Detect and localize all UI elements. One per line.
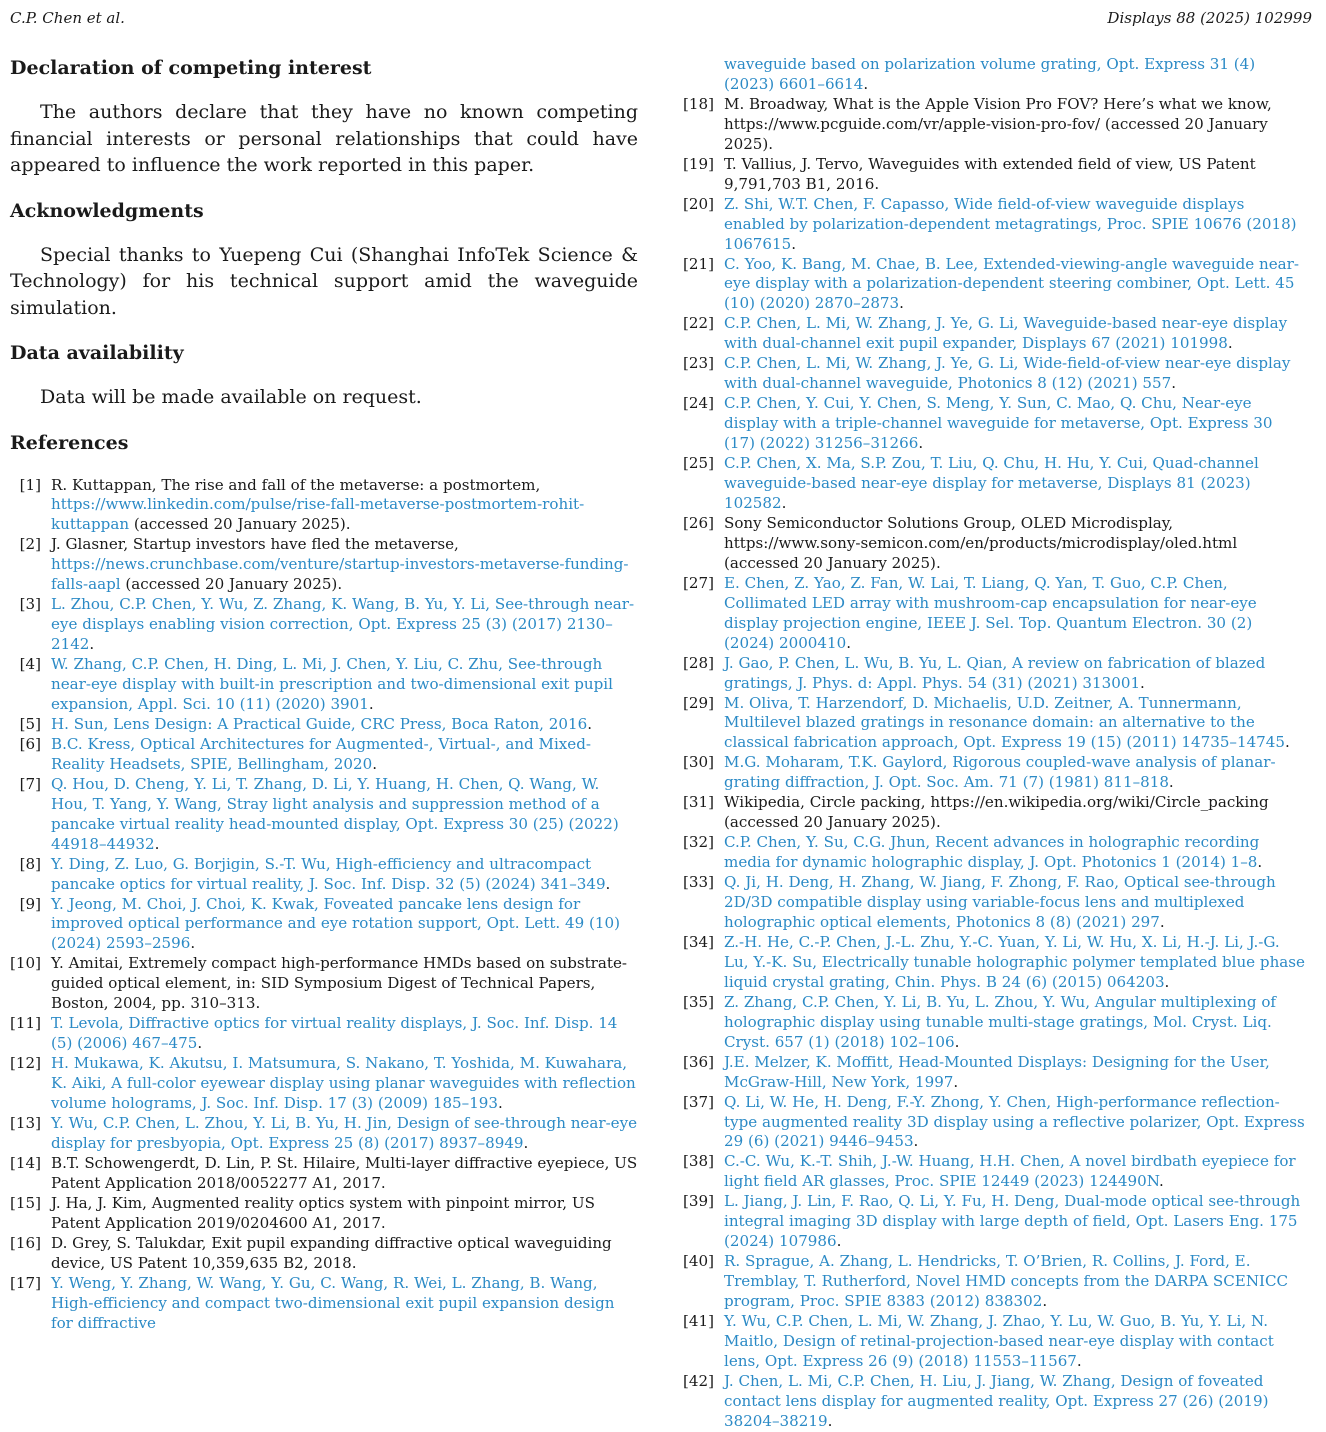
reference-item [683,694,1307,754]
reference-text: J. Chen, L. Mi, C.P. Chen, H. Liu, J. Jiang, W. Zhang, Design of foveated contact lens display for augmented reality, Opt. Express 27 (26) (2019) 38204–38219. [724,1371,1269,1430]
reference-link[interactable]: Y. Wu, C.P. Chen, L. Mi, W. Zhang, J. Zhao, Y. Lu, W. Guo, B. Yu, Y. Li, N. Maitlo, Design of retinal-projection-based near-eye display with contact lens, Opt. Express 26 (9) (2018) 11553–11567 [724,1312,1274,1370]
reference-number: [17] [10,1273,41,1292]
reference-item [683,394,1307,454]
reference-number: [13] [10,1114,41,1132]
reference-item [683,873,1307,933]
reference-text: R. Kuttappan, The rise and fall of the metaverse: a postmortem, https://www.linkedin.com/pulse/rise-fall-metaverse-postmortem-rohit-kuttappan (accessed 20 January 2025). [51,475,585,534]
reference-text: E. Chen, Z. Yao, Z. Fan, W. Lai, T. Liang, Q. Yan, T. Guo, C.P. Chen, Collimated LED array with mushroom-cap encapsulation for near-eye display projection engine, IEEE J. Sel. Top. Quantum Electron. 30 (2) (2024) 2000410. [724,573,1257,652]
section-title-data-availability: Data availability [10,342,184,364]
reference-number: [5] [19,714,41,733]
reference-number: [25] [683,454,714,473]
reference-number: [15] [10,1193,41,1212]
reference-item [683,1372,1307,1432]
reference-number: [14] [10,1153,41,1172]
reference-link[interactable]: Q. Ji, H. Deng, H. Zhang, W. Jiang, F. Zhong, F. Rao, Optical see-through 2D/3D compatible display using variable-focus lens and multiplexed holographic optical elements, Photonics 8 (8) (2021) 297 [724,873,1276,931]
reference-link[interactable]: Z.-H. He, C.-P. Chen, J.-L. Zhu, Y.-C. Yuan, Y. Li, W. Hu, X. Li, H.-J. Li, J.-G. Lu, Y.-K. Su, Electrically tunable holographic polymer templated blue phase liquid crystal grating, Chin. Phys. B 24 (6) (2015) 064203 [724,932,1305,991]
reference-number: [8] [19,854,41,873]
reference-number: [29] [683,693,714,712]
reference-link[interactable]: Y. Ding, Z. Luo, G. Borjigin, S.-T. Wu, High-efficiency and ultracompact pancake optics for virtual reality, J. Soc. Inf. Disp. 32 (5) (2024) 341–349 [51,854,606,893]
reference-item [683,933,1307,993]
reference-number: [36] [683,1052,714,1071]
reference-item [10,1234,638,1274]
reference-item [10,1274,638,1334]
reference-item [10,1154,638,1194]
reference-link[interactable]: B.C. Kress, Optical Architectures for Augmented-, Virtual-, and Mixed-Reality Headsets, SPIE, Bellingham, 2020 [51,734,592,773]
reference-item [683,793,1307,833]
reference-number: [21] [683,254,714,273]
reference-text: J. Gao, P. Chen, L. Wu, B. Yu, L. Qian, A review on fabrication of blazed gratings, J. Phys. d: Appl. Phys. 54 (31) (2021) 313001. [724,653,1266,692]
reference-link[interactable]: J. Gao, P. Chen, L. Wu, B. Yu, L. Qian, A review on fabrication of blazed gratings, J. Phys. d: Appl. Phys. 54 (31) (2021) 313001 [724,653,1266,692]
reference-text: M.G. Moharam, T.K. Gaylord, Rigorous coupled-wave analysis of planar-grating diffraction, J. Opt. Soc. Am. 71 (7) (1981) 811–818. [724,753,1276,792]
reference-item [683,95,1307,155]
reference-number: [9] [19,894,41,913]
reference-number: [20] [683,194,714,213]
right-column [683,55,1307,1432]
reference-item [683,1093,1307,1153]
reference-link[interactable]: Q. Li, W. He, H. Deng, F.-Y. Zhong, Y. Chen, High-performance reflection-type augmented reality 3D display using a reflective polarizer, Opt. Express 29 (6) (2021) 9446–9453 [724,1092,1305,1151]
reference-link[interactable]: H. Sun, Lens Design: A Practical Guide, CRC Press, Boca Raton, 2016 [51,714,588,733]
reference-item [10,1114,638,1154]
reference-text: Y. Jeong, M. Choi, J. Choi, K. Kwak, Foveated pancake lens design for improved optical performance and eye rotation support, Opt. Lett. 49 (10) (2024) 2593–2596. [51,894,621,953]
running-header [10,9,1312,29]
reference-text: Q. Li, W. He, H. Deng, F.-Y. Zhong, Y. Chen, High-performance reflection-type augmented reality 3D display using a reflective polarizer, Opt. Express 29 (6) (2021) 9446–9453. [724,1092,1305,1151]
reference-list-right [683,55,1307,1432]
reference-number: [16] [10,1233,41,1252]
reference-number: [26] [683,513,714,532]
reference-number: [32] [683,833,714,852]
reference-item [10,595,638,655]
reference-item-continuation: waveguide based on polarization volume grating, Opt. Express 31 (4) (2023) 6601–6614. [724,55,1256,93]
reference-list-left [10,476,638,1334]
header-authors: C.P. Chen et al. [10,9,125,27]
reference-text: Q. Hou, D. Cheng, Y. Li, T. Zhang, D. Li, Y. Huang, H. Chen, Q. Wang, W. Hou, T. Yang, Y. Wang, Stray light analysis and suppression method of a pancake virtual reality head-mounted display, Opt. Express 30 (25) (2022) 44918–44932. [51,774,619,853]
reference-item [10,476,638,536]
reference-item [683,753,1307,793]
reference-text: Z.-H. He, C.-P. Chen, J.-L. Zhu, Y.-C. Yuan, Y. Li, W. Hu, X. Li, H.-J. Li, J.-G. Lu, Y.-K. Su, Electrically tunable holographic polymer templated blue phase liquid crystal grating, Chin. Phys. B 24 (6) (2015) 064203. [724,932,1305,991]
reference-number: [30] [683,753,714,772]
reference-text: Y. Wu, C.P. Chen, L. Mi, W. Zhang, J. Zhao, Y. Lu, W. Guo, B. Yu, Y. Li, N. Maitlo, Design of retinal-projection-based near-eye display with contact lens, Opt. Express 26 (9) (2018) 11553–11567. [724,1312,1274,1370]
reference-number: [7] [19,774,41,793]
reference-number: [18] [683,94,714,113]
reference-item [10,954,638,1014]
reference-text: C.P. Chen, Y. Cui, Y. Chen, S. Meng, Y. Sun, C. Mao, Q. Chu, Near-eye display with a triple-channel waveguide for metaverse, Opt. Express 30 (17) (2022) 31256–31266. [724,394,1273,453]
reference-number: [19] [683,154,714,173]
reference-link[interactable]: M.G. Moharam, T.K. Gaylord, Rigorous coupled-wave analysis of planar-grating diffraction, J. Opt. Soc. Am. 71 (7) (1981) 811–818 [724,753,1276,792]
reference-text: L. Zhou, C.P. Chen, Y. Wu, Z. Zhang, K. Wang, B. Yu, Y. Li, See-through near-eye displays enabling vision correction, Opt. Express 25 (3) (2017) 2130–2142. [51,595,635,654]
reference-text: Z. Shi, W.T. Chen, F. Capasso, Wide field-of-view waveguide displays enabled by polarization-dependent metagratings, Proc. SPIE 10676 (2018) 1067615. [724,194,1297,253]
reference-item [683,454,1307,514]
reference-number: [3] [19,595,41,614]
reference-text: C.P. Chen, L. Mi, W. Zhang, J. Ye, G. Li, Wide-field-of-view near-eye display with dual-channel waveguide, Photonics 8 (12) (2021) 557. [724,354,1291,393]
reference-item [683,1053,1307,1093]
reference-item [683,195,1307,255]
reference-number: [12] [10,1054,41,1073]
section-title-competing-interest: Declaration of competing interest [10,57,372,79]
header-journal: Displays 88 (2025) 102999 [1107,9,1312,27]
reference-number: [1] [19,475,41,494]
reference-number: [35] [683,992,714,1011]
reference-item [10,855,638,895]
reference-text [51,1274,638,1334]
reference-text: C.P. Chen, X. Ma, S.P. Zou, T. Liu, Q. Chu, H. Hu, Y. Cui, Quad-channel waveguide-based near-eye display for metaverse, Displays 81 (2023) 102582. [724,454,1259,512]
reference-link[interactable]: https://news.crunchbase.com/venture/startup-investors-metaverse-funding-falls-aapl [51,555,629,594]
reference-number: [31] [683,793,714,812]
reference-text: B.T. Schowengerdt, D. Lin, P. St. Hilaire, Multi-layer diffractive eyepiece, US Patent Application 2018/0052277 A1, 2017. [51,1153,638,1192]
reference-text: C. Yoo, K. Bang, M. Chae, B. Lee, Extended-viewing-angle waveguide near-eye display with a polarization-dependent steering combiner, Opt. Lett. 45 (10) (2020) 2870–2873. [724,254,1299,313]
reference-link[interactable]: Z. Zhang, C.P. Chen, Y. Li, B. Yu, L. Zhou, Y. Wu, Angular multiplexing of holographic display using tunable multi-stage gratings, Mol. Cryst. Liq. Cryst. 657 (1) (2018) 102–106 [724,992,1277,1051]
reference-link[interactable]: M. Oliva, T. Harzendorf, D. Michaelis, U.D. Zeitner, A. Tunnermann, Multilevel blazed gratings in resonance domain: an alternative to the classical fabrication approach, Opt. Express 19 (15) (2011) 14735–14745 [724,693,1285,752]
acknowledgments-text: Special thanks to Yuepeng Cui (Shanghai InfoTek Science & Technology) for his technical support amid the waveguide simulation. [10,243,638,319]
reference-item [10,1194,638,1234]
reference-text: Z. Zhang, C.P. Chen, Y. Li, B. Yu, L. Zhou, Y. Wu, Angular multiplexing of holographic display using tunable multi-stage gratings, Mol. Cryst. Liq. Cryst. 657 (1) (2018) 102–106. [724,992,1277,1051]
reference-text: H. Sun, Lens Design: A Practical Guide, CRC Press, Boca Raton, 2016. [51,714,593,733]
reference-text: M. Broadway, What is the Apple Vision Pro FOV? Here’s what we know, https://www.pcguide.com/vr/apple-vision-pro-fov/ (accessed 20 January 2025). [724,94,1272,153]
reference-number: [10] [10,954,41,973]
reference-item [10,535,638,595]
reference-link[interactable]: C.P. Chen, L. Mi, W. Zhang, J. Ye, G. Li, Wide-field-of-view near-eye display with dual-channel waveguide, Photonics 8 (12) (2021) 557 [724,354,1291,393]
reference-number: [34] [683,932,714,951]
reference-text: Q. Ji, H. Deng, H. Zhang, W. Jiang, F. Zhong, F. Rao, Optical see-through 2D/3D compatible display using variable-focus lens and multiplexed holographic optical elements, Photonics 8 (8) (2021) 297. [724,873,1276,931]
reference-text: B.C. Kress, Optical Architectures for Augmented-, Virtual-, and Mixed-Reality Headsets, SPIE, Bellingham, 2020. [51,734,592,773]
reference-text: J. Ha, J. Kim, Augmented reality optics system with pinpoint mirror, US Patent Application 2019/0204600 A1, 2017. [51,1193,595,1232]
reference-link[interactable]: C.P. Chen, X. Ma, S.P. Zou, T. Liu, Q. Chu, H. Hu, Y. Cui, Quad-channel waveguide-based near-eye display for metaverse, Displays 81 (2023) 102582 [724,454,1259,512]
reference-text: T. Levola, Diffractive optics for virtual reality displays, J. Soc. Inf. Disp. 14 (5) (2006) 467–475. [51,1014,618,1053]
reference-link[interactable]: C.-C. Wu, K.-T. Shih, J.-W. Huang, H.H. Chen, A novel birdbath eyepiece for light field AR glasses, Proc. SPIE 12449 (2023) 124490N [724,1152,1296,1191]
reference-link[interactable]: Z. Shi, W.T. Chen, F. Capasso, Wide field-of-view waveguide displays enabled by polarization-dependent metagratings, Proc. SPIE 10676 (2018) 1067615 [724,194,1297,253]
reference-link[interactable]: J.E. Melzer, K. Moffitt, Head-Mounted Displays: Designing for the User, McGraw-Hill, New York, 1997 [724,1052,1270,1091]
left-column [10,54,638,1333]
section-title-acknowledgments: Acknowledgments [10,199,204,222]
reference-number: [22] [683,314,714,333]
reference-text: J. Glasner, Startup investors have fled the metaverse, https://news.crunchbase.com/venture/startup-investors-metaverse-funding-falls-aapl (accessed 20 January 2025). [51,535,629,594]
reference-number: [42] [683,1371,714,1390]
reference-item [683,354,1307,394]
reference-item [683,255,1307,315]
reference-number: [2] [19,535,41,554]
reference-item [683,654,1307,694]
reference-text: L. Jiang, J. Lin, F. Rao, Q. Li, Y. Fu, H. Deng, Dual-mode optical see-through integral imaging 3D display with large depth of field, Opt. Lasers Eng. 175 (2024) 107986. [724,1192,1301,1251]
reference-link[interactable]: C.P. Chen, Y. Cui, Y. Chen, S. Meng, Y. Sun, C. Mao, Q. Chu, Near-eye display with a triple-channel waveguide for metaverse, Opt. Express 30 (17) (2022) 31256–31266 [724,394,1273,453]
reference-item [10,1054,638,1114]
reference-item [10,655,638,715]
reference-item [10,895,638,955]
reference-text: D. Grey, S. Talukdar, Exit pupil expanding diffractive optical waveguiding device, US Patent 10,359,635 B2, 2018. [51,1233,612,1272]
reference-number: [23] [683,354,714,373]
reference-link[interactable]: C. Yoo, K. Bang, M. Chae, B. Lee, Extended-viewing-angle waveguide near-eye display with a polarization-dependent steering combiner, Opt. Lett. 45 (10) (2020) 2870–2873 [724,254,1299,313]
reference-item [683,1312,1307,1372]
reference-item [10,1014,638,1054]
reference-link[interactable]: Y. Jeong, M. Choi, J. Choi, K. Kwak, Foveated pancake lens design for improved optical performance and eye rotation support, Opt. Lett. 49 (10) (2024) 2593–2596 [51,894,621,953]
reference-text: C.-C. Wu, K.-T. Shih, J.-W. Huang, H.H. Chen, A novel birdbath eyepiece for light field AR glasses, Proc. SPIE 12449 (2023) 124490N. [724,1152,1296,1191]
reference-item [683,1252,1307,1312]
reference-text: Wikipedia, Circle packing, https://en.wikipedia.org/wiki/Circle_packing (accessed 20 January 2025). [724,793,1269,832]
section-title-references: References [10,431,129,454]
reference-text: M. Oliva, T. Harzendorf, D. Michaelis, U.D. Zeitner, A. Tunnermann, Multilevel blazed gratings in resonance domain: an alternative to the classical fabrication approach, Opt. Express 19 (15) (2011) 14735–14745. [724,693,1290,752]
reference-link[interactable]: T. Levola, Diffractive optics for virtual reality displays, J. Soc. Inf. Disp. 14 (5) (2006) 467–475 [51,1014,618,1053]
reference-link[interactable]: C.P. Chen, L. Mi, W. Zhang, J. Ye, G. Li, Waveguide-based near-eye display with dual-channel exit pupil expander, Displays 67 (2021) 101998 [724,314,1288,353]
reference-text: C.P. Chen, L. Mi, W. Zhang, J. Ye, G. Li, Waveguide-based near-eye display with dual-channel exit pupil expander, Displays 67 (2021) 101998. [724,314,1288,353]
reference-number: [28] [683,653,714,672]
reference-item [683,514,1307,574]
reference-number: [37] [683,1092,714,1111]
reference-link[interactable]: Y. Wu, C.P. Chen, L. Zhou, Y. Li, B. Yu, H. Jin, Design of see-through near-eye display for presbyopia, Opt. Express 25 (8) (2017) 8937–8949 [51,1114,638,1152]
reference-number: [27] [683,573,714,592]
reference-number: [41] [683,1312,714,1331]
reference-item [683,833,1307,873]
reference-item [683,155,1307,195]
reference-link[interactable]: https://www.linkedin.com/pulse/rise-fall-metaverse-postmortem-rohit-kuttappan [51,495,585,534]
reference-link[interactable]: Q. Hou, D. Cheng, Y. Li, T. Zhang, D. Li, Y. Huang, H. Chen, Q. Wang, W. Hou, T. Yang, Y. Wang, Stray light analysis and suppression method of a pancake virtual reality head-mounted display, Opt. Express 30 (25) (2022) 44918–44932 [51,774,619,853]
competing-interest-text: The authors declare that they have no known competing financial interests or personal relationships that could have appeared to influence the work reported in this paper. [10,101,638,176]
reference-text: R. Sprague, A. Zhang, L. Hendricks, T. O’Brien, R. Collins, J. Ford, E. Tremblay, T. Rutherford, Novel HMD concepts from the DARPA SCENICC program, Proc. SPIE 8383 (2012) 838302. [724,1252,1289,1311]
reference-number: [33] [683,873,714,892]
reference-link[interactable]: E. Chen, Z. Yao, Z. Fan, W. Lai, T. Liang, Q. Yan, T. Guo, C.P. Chen, Collimated LED array with mushroom-cap encapsulation for near-eye display projection engine, IEEE J. Sel. Top. Quantum Electron. 30 (2) (2024) 2000410 [724,573,1257,652]
reference-item [683,574,1307,654]
data-availability-text: Data will be made available on request. [40,386,422,408]
reference-text: C.P. Chen, Y. Su, C.G. Jhun, Recent advances in holographic recording media for dynamic holographic display, J. Opt. Photonics 1 (2014) 1–8. [724,833,1263,872]
reference-item [683,1152,1307,1192]
reference-link[interactable]: L. Jiang, J. Lin, F. Rao, Q. Li, Y. Fu, H. Deng, Dual-mode optical see-through integral imaging 3D display with large depth of field, Opt. Lasers Eng. 175 (2024) 107986 [724,1192,1301,1251]
reference-link[interactable]: J. Chen, L. Mi, C.P. Chen, H. Liu, J. Jiang, W. Zhang, Design of foveated contact lens display for augmented reality, Opt. Express 27 (26) (2019) 38204–38219 [724,1371,1269,1430]
reference-number: [39] [683,1192,714,1211]
reference-link[interactable]: R. Sprague, A. Zhang, L. Hendricks, T. O’Brien, R. Collins, J. Ford, E. Tremblay, T. Rutherford, Novel HMD concepts from the DARPA SCENICC program, Proc. SPIE 8383 (2012) 838302 [724,1252,1289,1311]
reference-number: [38] [683,1152,714,1171]
reference-link[interactable]: L. Zhou, C.P. Chen, Y. Wu, Z. Zhang, K. Wang, B. Yu, Y. Li, See-through near-eye displays enabling vision correction, Opt. Express 25 (3) (2017) 2130–2142 [51,595,635,654]
reference-text: Y. Wu, C.P. Chen, L. Zhou, Y. Li, B. Yu, H. Jin, Design of see-through near-eye display for presbyopia, Opt. Express 25 (8) (2017) 8937–8949. [51,1114,638,1152]
reference-link[interactable]: waveguide based on polarization volume grating, Opt. Express 31 (4) (2023) 6601–6614 [724,55,1256,93]
reference-text: Sony Semiconductor Solutions Group, OLED Microdisplay, https://www.sony-semicon.com/en/products/microdisplay/oled.html (accessed 20 January 2025). [724,513,1238,572]
reference-number: [24] [683,394,714,413]
reference-text: H. Mukawa, K. Akutsu, I. Matsumura, S. Nakano, T. Yoshida, M. Kuwahara, K. Aiki, A full-color eyewear display using planar waveguides with reflection volume holograms, J. Soc. Inf. Disp. 17 (3) (2009) 185–193. [51,1054,636,1113]
reference-link[interactable]: C.P. Chen, Y. Su, C.G. Jhun, Recent advances in holographic recording media for dynamic holographic display, J. Opt. Photonics 1 (2014) 1–8 [724,833,1260,872]
reference-number: [11] [10,1014,41,1033]
reference-text: T. Vallius, J. Tervo, Waveguides with extended field of view, US Patent 9,791,703 B1, 2016. [724,154,1256,193]
reference-number: [40] [683,1252,714,1271]
reference-link[interactable]: Y. Weng, Y. Zhang, W. Wang, Y. Gu, C. Wang, R. Wei, L. Zhang, B. Wang, High-efficiency and compact two-dimensional exit pupil expansion design for diffractive [51,1273,615,1332]
reference-number: [4] [19,655,41,674]
reference-link[interactable]: H. Mukawa, K. Akutsu, I. Matsumura, S. Nakano, T. Yoshida, M. Kuwahara, K. Aiki, A full-color eyewear display using planar waveguides with reflection volume holograms, J. Soc. Inf. Disp. 17 (3) (2009) 185–193 [51,1054,636,1113]
reference-item [10,715,638,735]
reference-item [683,993,1307,1053]
reference-item [683,314,1307,354]
reference-item [10,775,638,855]
reference-text: J.E. Melzer, K. Moffitt, Head-Mounted Displays: Designing for the User, McGraw-Hill, New York, 1997. [724,1052,1270,1091]
reference-text: W. Zhang, C.P. Chen, H. Ding, L. Mi, J. Chen, Y. Liu, C. Zhu, See-through near-eye display with built-in prescription and two-dimensional exit pupil expansion, Appl. Sci. 10 (11) (2020) 3901. [51,655,613,713]
reference-item [683,1192,1307,1252]
reference-item [10,735,638,775]
reference-text: Y. Amitai, Extremely compact high-performance HMDs based on substrate-guided optical element, in: SID Symposium Digest of Technical Papers, Boston, 2004, pp. 310–313. [51,954,627,1013]
reference-text: Y. Ding, Z. Luo, G. Borjigin, S.-T. Wu, High-efficiency and ultracompact pancake optics for virtual reality, J. Soc. Inf. Disp. 32 (5) (2024) 341–349. [51,854,611,893]
reference-number: [6] [19,734,41,753]
reference-link[interactable]: W. Zhang, C.P. Chen, H. Ding, L. Mi, J. Chen, Y. Liu, C. Zhu, See-through near-eye display with built-in prescription and two-dimensional exit pupil expansion, Appl. Sci. 10 (11) (2020) 3901 [51,655,613,713]
